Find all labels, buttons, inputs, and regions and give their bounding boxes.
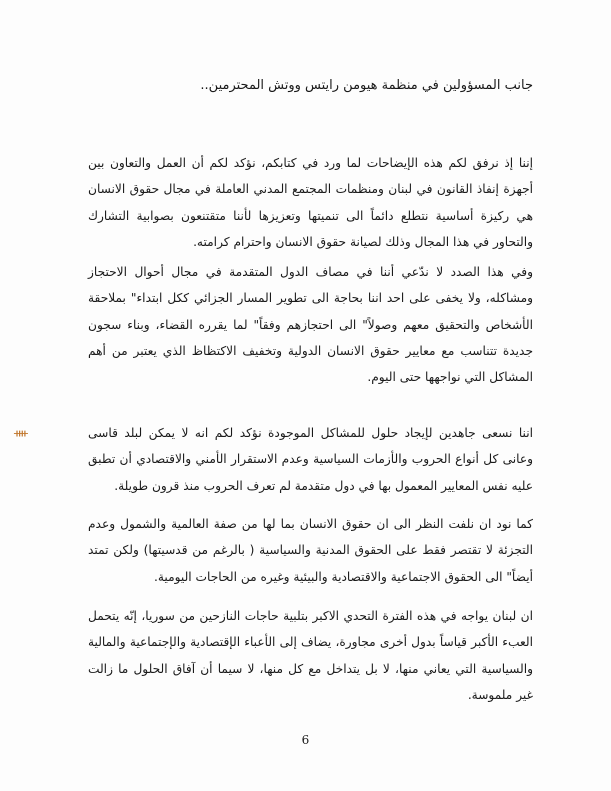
salutation-line: جانب المسؤولين في منظمة هيومن رايتس ووتش المحترمين.. — [200, 78, 533, 93]
paragraph-5: ان لبنان يواجه في هذه الفترة التحدي الاكبر بتلبية حاجات النازحين من سوريا، إنّه يتحمل العبء الأكبر قياساً بدول أخرى مجاورة، يضاف إلى الأعباء الإقتصادية والإجتماعية والمالية والسياسية التي يعاني منها، لا بل يتداخل مع كل منها، لا سيما أن آفاق الحلول ما زالت غير ملموسة. — [88, 609, 533, 702]
margin-mark: ᚓ — [14, 426, 28, 440]
paragraph-2: وفي هذا الصدد لا ندّعي أننا في مصاف الدول المتقدمة في مجال أحوال الاحتجاز ومشاكله، ولا يخفى على احد اننا بحاجة الى تطوير المسار الجزائي ككل ابتداء" بملاحقة الأشخاص والتحقيق معهم وصولاً" الى احتجازهم وفقاً" لما يقرره القضاء، وبناء سجون جديدة تتناسب مع معايير حقوق الانسان الدولية وتخفيف الاكتظاظ الذي يعتبر من أهم المشاكل التي نواجهها حتى اليوم. — [88, 265, 533, 385]
page-number: 6 — [301, 733, 310, 747]
paragraph-3: اننا نسعى جاهدين لإيجاد حلول للمشاكل الموجودة نؤكد لكم انه لا يمكن لبلد قاسى وعانى كل أنواع الحروب والأزمات السياسية وعدم الاستقرار الأمني والاقتصادي أن تطبق عليه نفس المعايير المعمول بها في دول متقدمة لم تعرف الحروب منذ قرون طويلة. — [88, 426, 533, 493]
paragraph-1: إننا إذ نرفق لكم هذه الإيضاحات لما ورد في كتابكم، نؤكد لكم أن العمل والتعاون بين أجهزة إنفاذ القانون في لبنان ومنظمات المجتمع المدني العاملة في مجال حقوق الانسان هي ركيزة أساسية نتطلع دائماً الى تنميتها وتعزيزها لأننا متقتنعون بصوابية التشارك والتحاور في هذا المجال وذلك لصيانة حقوق الانسان واحترام كرامته. — [88, 156, 533, 249]
paragraph-4: كما نود ان نلفت النظر الى ان حقوق الانسان بما لها من صفة العالمية والشمول وعدم التجزئة لا تقتصر فقط على الحقوق المدنية والسياسية ( بالرغم من قدسيتها) ولكن تمتد أيضاً" الى الحقوق الاجتماعية والاقتصادية والبيئية وغيره من الحاجات اليومية. — [88, 517, 533, 584]
